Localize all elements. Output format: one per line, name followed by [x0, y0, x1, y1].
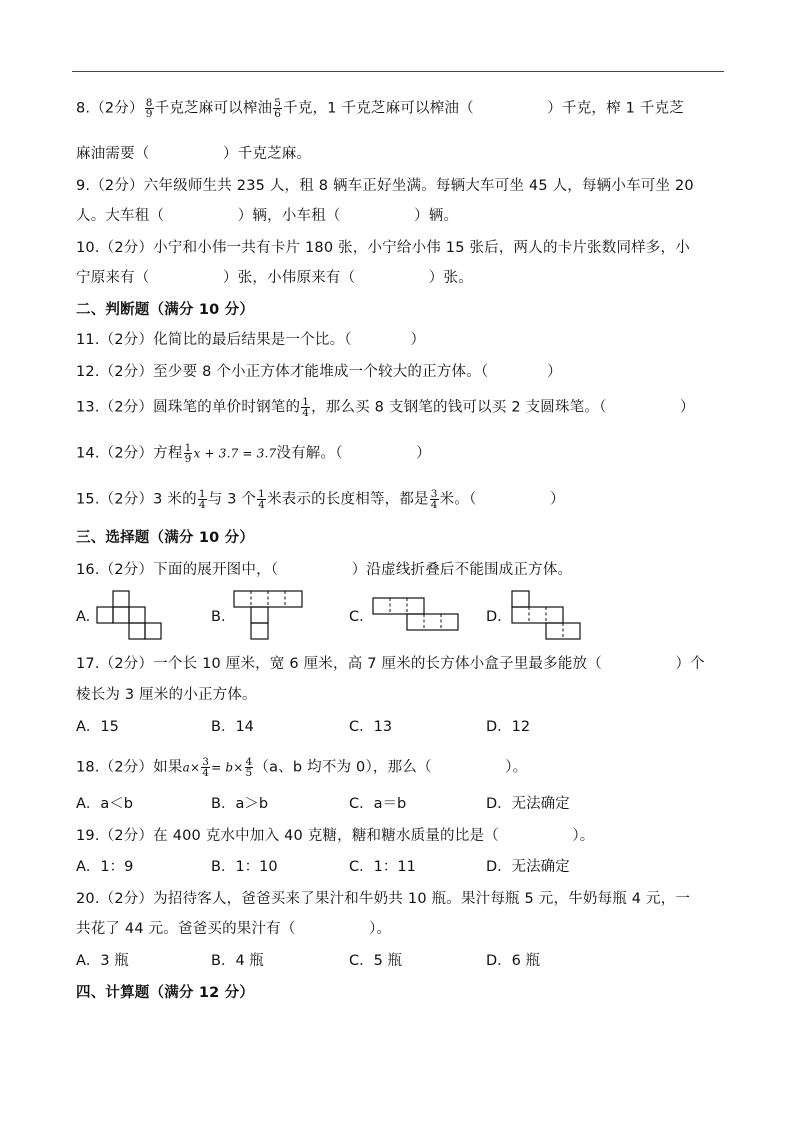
question-20-line-1: 20.（2分）为招待客人，爸爸买来了果汁和牛奶共 10 瓶。果汁每瓶 5 元，牛奶每瓶 4 元，一	[76, 891, 691, 907]
q20-option-b: B．4 瓶	[211, 953, 264, 969]
question-9-line-2: 人。大车租（ ）辆，小车租（ ）辆。	[76, 208, 459, 224]
question-19: 19.（2分）在 400 克水中加入 40 克糖，糖和糖水质量的比是（ ）。	[76, 828, 595, 844]
q16-option-a-net	[96, 590, 166, 642]
q19-option-b: B．1：10	[211, 859, 278, 875]
fraction-1-4-a: $\frac{1}{4}$	[198, 488, 206, 511]
equation-text: x + 3.7 = 3.7	[193, 446, 277, 461]
question-20-line-2: 共花了 44 元。爸爸买的果汁有（ ）。	[76, 921, 392, 937]
fraction-8-9: $\frac{8}{9}$	[145, 97, 153, 120]
question-12: 12.（2分）至少要 8 个小正方体才能堆成一个较大的正方体。（ ）	[76, 364, 562, 380]
question-8-prefix: 8.（2分）	[76, 100, 144, 117]
section-2-heading: 二、判断题（满分 10 分）	[76, 302, 255, 318]
q20-option-c: C．5 瓶	[349, 953, 402, 969]
question-17-line-1: 17.（2分）一个长 10 厘米，宽 6 厘米，高 7 厘米的长方体小盒子里最多能放（ ）个	[76, 656, 705, 672]
question-11: 11.（2分）化简比的最后结果是一个比。（ ）	[76, 332, 426, 348]
q17-option-d: D．12	[486, 719, 531, 735]
q18-option-b: B．a＞b	[211, 796, 269, 812]
section-4-heading: 四、计算题（满分 12 分）	[76, 985, 255, 1001]
q18-option-a: A．a＜b	[76, 796, 134, 812]
q20-option-d: D．6 瓶	[486, 953, 540, 969]
question-18: 18.（2分）如果a× $\frac{3}{4}$ = b× $\frac{4}{5}$ （a、b 均不为 0），那么（ ）。	[76, 756, 528, 779]
fraction-5-6: $\frac{5}{6}$	[274, 97, 282, 120]
q17-option-c: C．13	[349, 719, 393, 735]
fraction-4-5: $\frac{4}{5}$	[245, 756, 253, 779]
question-10-line-1: 10.（2分）小宁和小伟一共有卡片 180 张，小宁给小伟 15 张后，两人的卡片张数同样多，小	[76, 240, 690, 256]
fraction-3-4: $\frac{3}{4}$	[430, 488, 438, 511]
q16-option-b-net	[233, 590, 305, 642]
q16-option-c-label: C.	[349, 609, 364, 625]
header-rule	[72, 71, 724, 72]
question-8-line-1: 8.（2分） $\frac{8}{9}$ 千克芝麻可以榨油 $\frac{5}{6}$ 千克，1 千克芝麻可以榨油（ ）千克，榨 1 千克芝	[76, 97, 684, 120]
question-15: 15.（2分）3 米的 $\frac{1}{4}$ 与 3 个 $\frac{1}{4}$ 米表示的长度相等，都是 $\frac{3}{4}$ 米。（ ）	[76, 488, 565, 511]
q16-option-d-label: D.	[486, 609, 502, 625]
q18-option-d: D．无法确定	[486, 796, 570, 812]
question-10-line-2: 宁原来有（ ）张，小伟原来有（ ）张。	[76, 270, 473, 286]
question-14: 14.（2分）方程 $\frac{1}{9}$ x + 3.7 = 3.7没有解。（ ）	[76, 442, 431, 465]
q20-option-a: A．3 瓶	[76, 953, 129, 969]
question-17-line-2: 棱长为 3 厘米的小正方体。	[76, 687, 257, 703]
question-16: 16.（2分）下面的展开图中，（ ）沿虚线折叠后不能围成正方体。	[76, 562, 573, 578]
question-8-line-2: 麻油需要（ ）千克芝麻。	[76, 146, 312, 162]
fraction-1-9: $\frac{1}{9}$	[184, 442, 192, 465]
q19-option-c: C．1：11	[349, 859, 416, 875]
fraction-1-4: $\frac{1}{4}$	[302, 396, 310, 419]
q16-option-b-label: B.	[211, 609, 226, 625]
question-9-line-1: 9.（2分）六年级师生共 235 人，租 8 辆车正好坐满。每辆大车可坐 45 人，每辆小车可坐 20	[76, 178, 694, 194]
question-13: 13.（2分）圆珠笔的单价时钢笔的 $\frac{1}{4}$ ，那么买 8 支钢笔的钱可以买 2 支圆珠笔。（ ）	[76, 396, 695, 419]
q16-option-c-net	[372, 597, 464, 635]
q17-option-b: B．14	[211, 719, 254, 735]
q19-option-a: A．1：9	[76, 859, 134, 875]
q16-option-d-net	[511, 590, 583, 642]
q19-option-d: D．无法确定	[486, 859, 570, 875]
fraction-3-4-q18: $\frac{3}{4}$	[202, 756, 210, 779]
q16-option-a-label: A.	[76, 609, 91, 625]
fraction-1-4-b: $\frac{1}{4}$	[258, 488, 266, 511]
q17-option-a: A．15	[76, 719, 119, 735]
section-3-heading: 三、选择题（满分 10 分）	[76, 530, 255, 546]
q18-option-c: C．a＝b	[349, 796, 407, 812]
